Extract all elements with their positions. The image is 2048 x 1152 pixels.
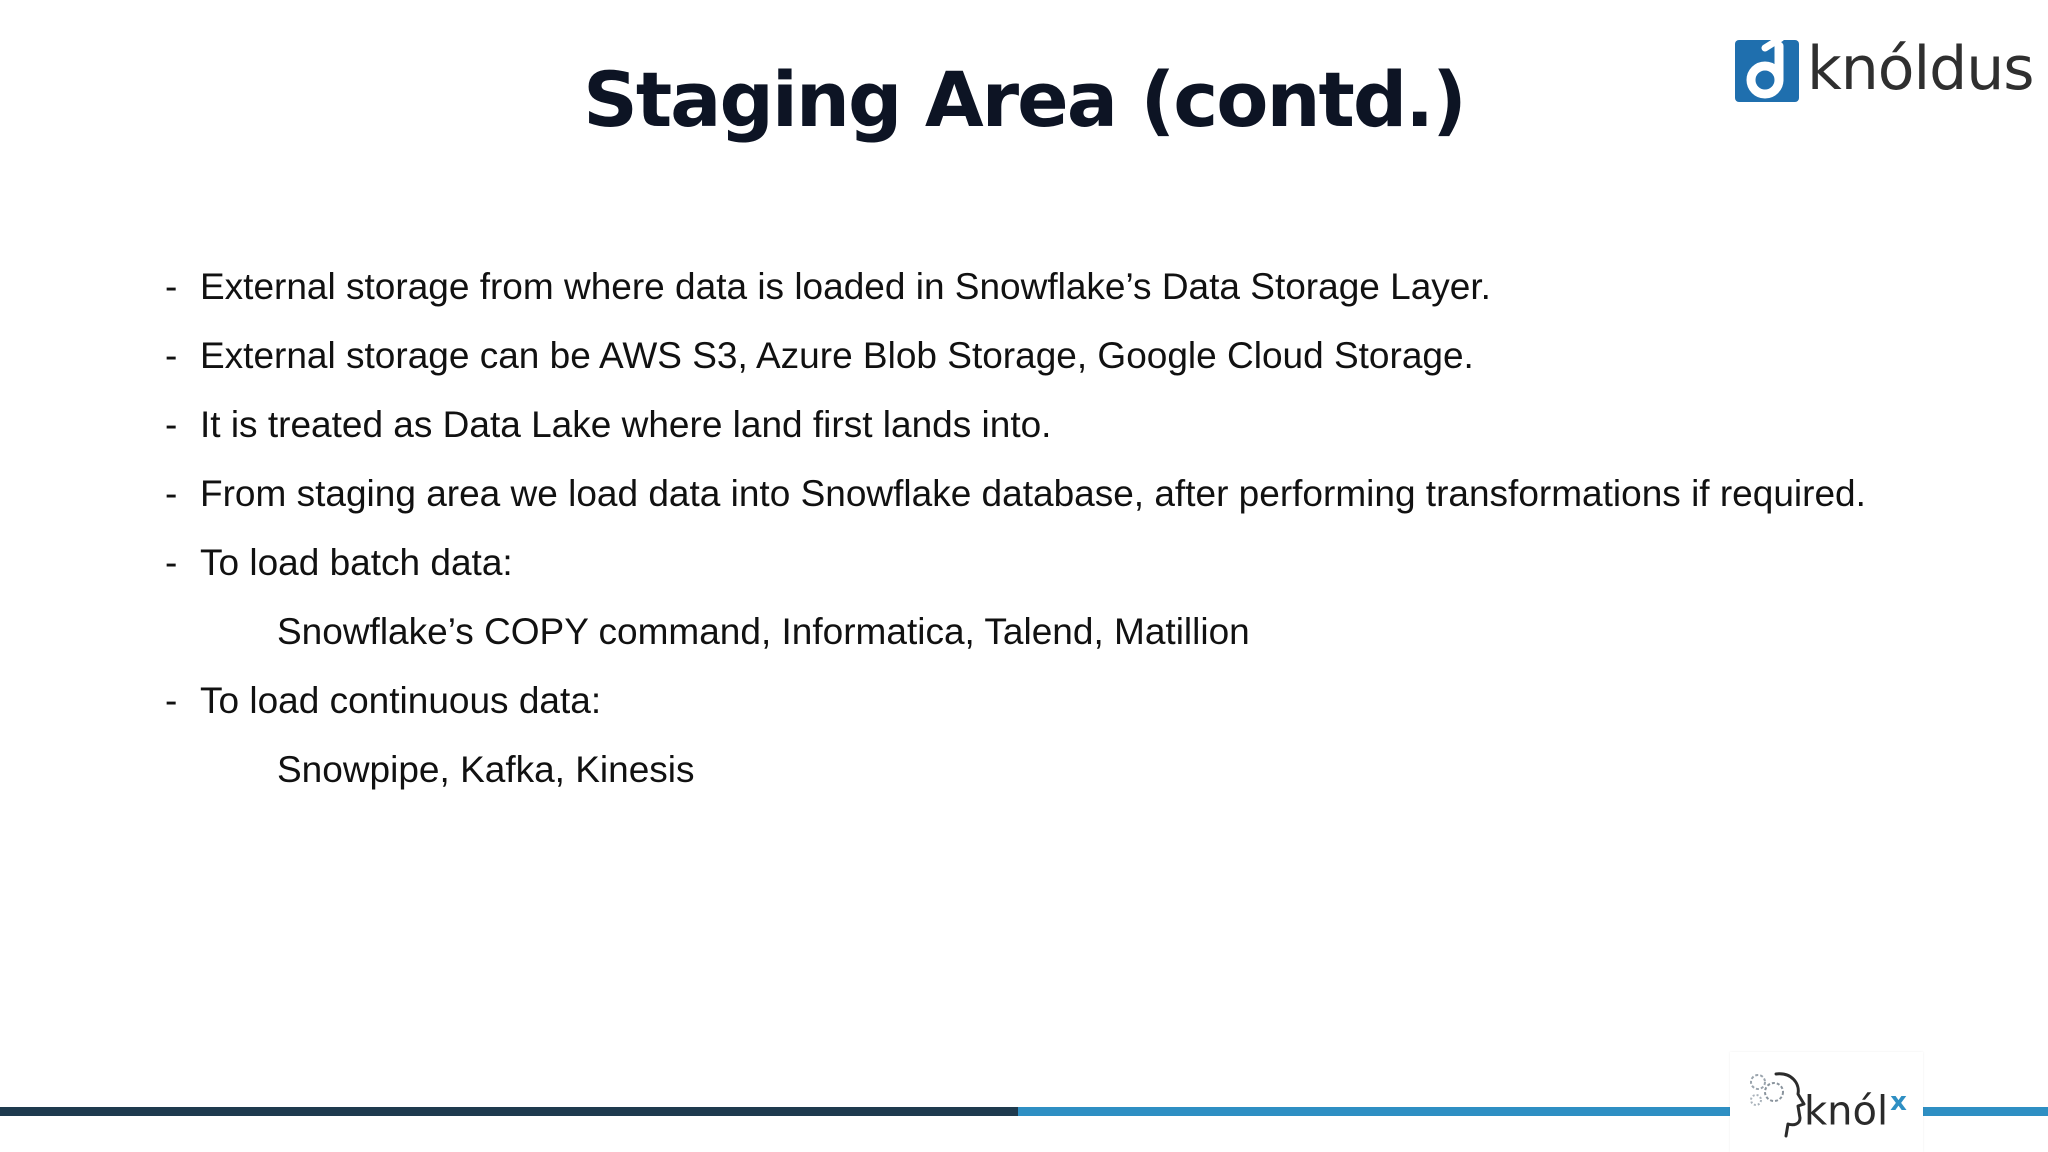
list-item (165, 528, 1877, 597)
bullet-text: To load batch data: (200, 542, 513, 583)
bullet-text: It is treated as Data Lake where land first lands into. (200, 404, 1052, 445)
bullet-text: External storage can be AWS S3, Azure Blob Storage, Google Cloud Storage. (200, 335, 1474, 376)
knolx-logo-sup: x (1890, 1087, 1907, 1118)
bullet-text: To load continuous data: (200, 680, 602, 721)
bullet-text: From staging area we load data into Snowflake database, after performing transformations if required. (200, 473, 1866, 514)
list-item (165, 459, 1877, 528)
bullet-list (165, 252, 1877, 804)
bullet-marker: - (165, 404, 178, 445)
sub-item: Snowpipe, Kafka, Kinesis (277, 749, 695, 790)
list-item (165, 390, 1877, 459)
sub-item: Snowflake’s COPY command, Informatica, Talend, Matillion (277, 611, 1250, 652)
knoldus-logo-icon (1735, 36, 1799, 102)
list-item (165, 321, 1877, 390)
bullet-marker: - (165, 542, 178, 583)
bullet-marker: - (165, 266, 178, 307)
bullet-marker: - (165, 335, 178, 376)
bullet-marker: - (165, 680, 178, 721)
bullet-text: External storage from where data is loaded in Snowflake’s Data Storage Layer. (200, 266, 1491, 307)
bullet-marker: - (165, 473, 178, 514)
knoldus-logo-text: knóldus (1807, 34, 2034, 104)
slide-title: Staging Area (contd.) (583, 55, 1465, 144)
knolx-logo (1730, 1052, 1923, 1152)
knoldus-logo (1735, 34, 2034, 104)
list-item (165, 666, 1877, 735)
footer-bar-dark (0, 1107, 1018, 1116)
knolx-logo-text (1804, 1087, 1907, 1134)
knolx-logo-word: knól (1804, 1088, 1889, 1135)
list-item (165, 252, 1877, 321)
